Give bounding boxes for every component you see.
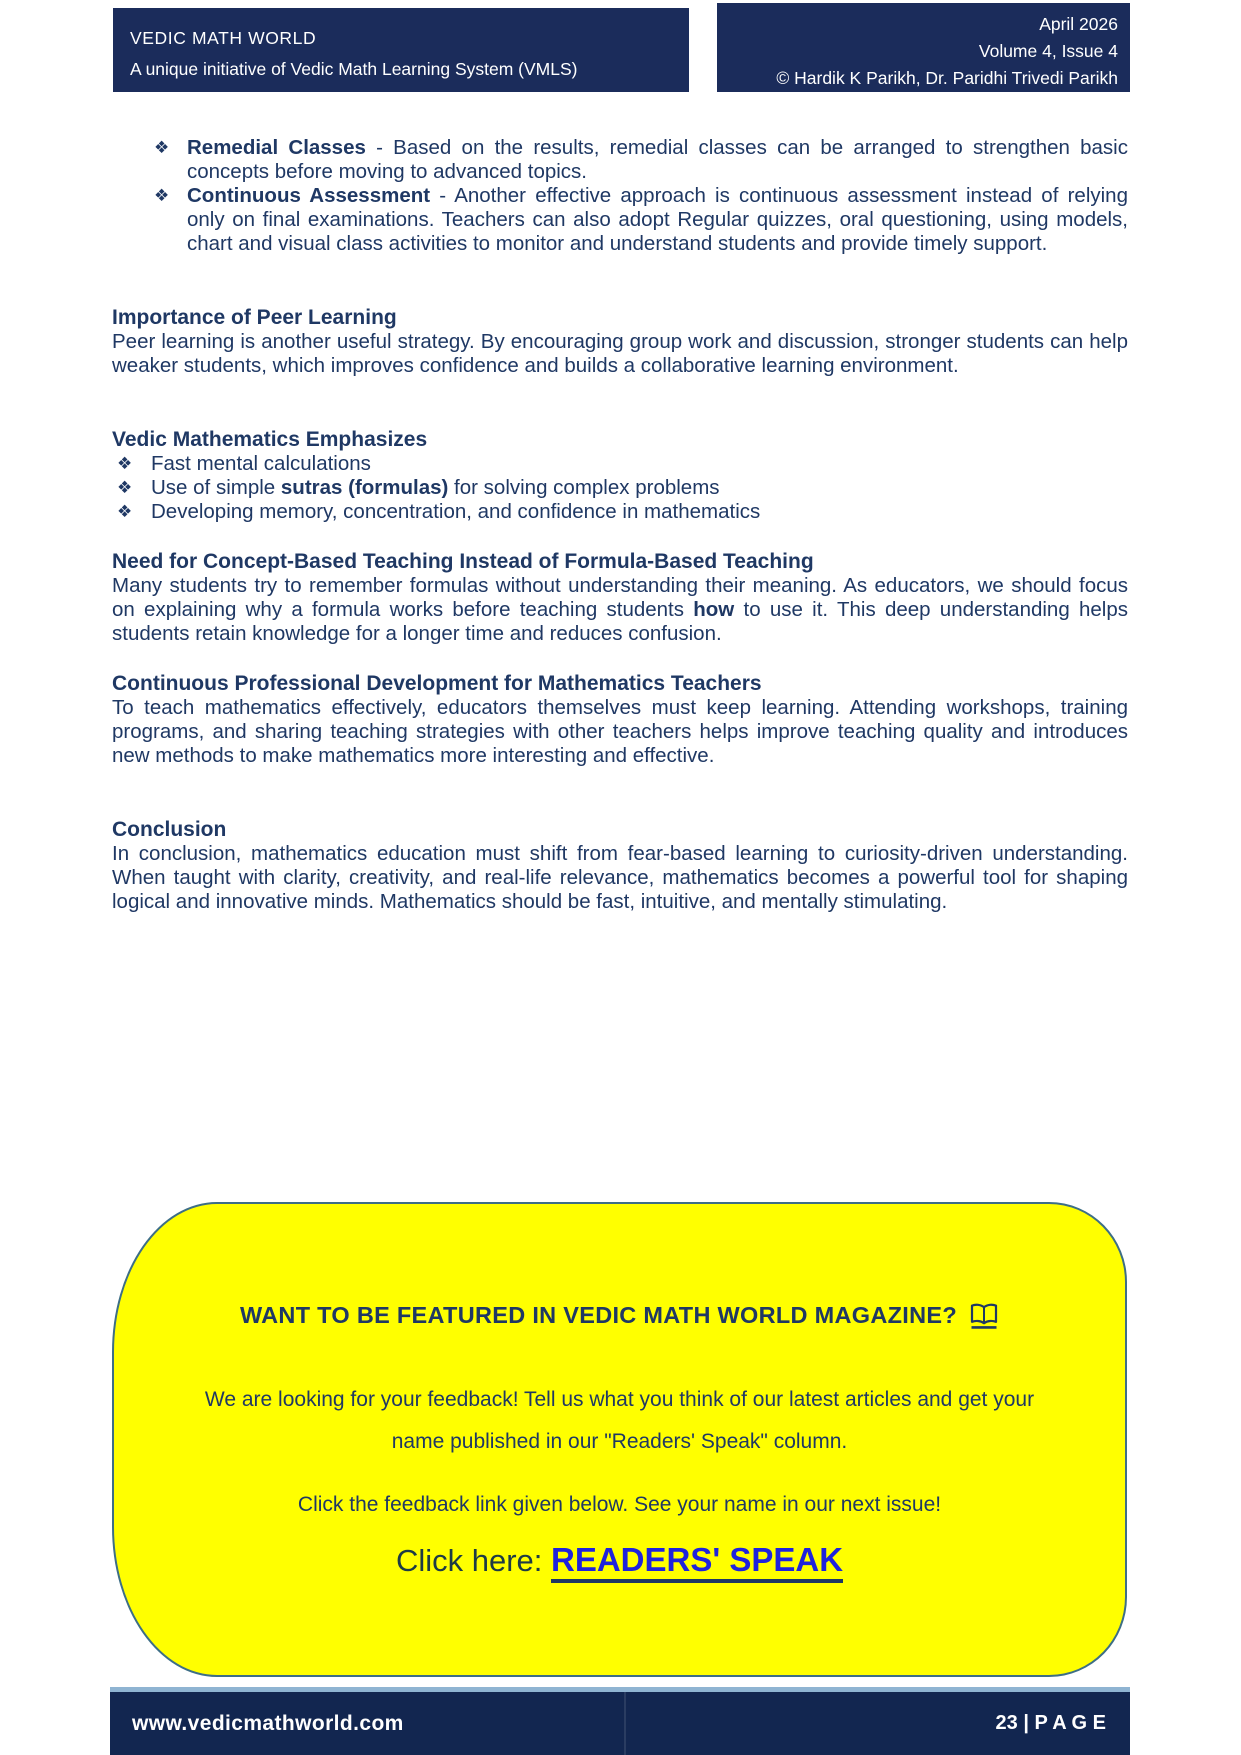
section-paragraph: In conclusion, mathematics education must shift from fear-based learning to curiosity-driven understanding. When taught with clarity, creativity, and real-life relevance, mathematics becomes a powerful tool for shaping logical and innovative minds. Mathematics should be fast, intuitive, and mentally stimulating. [112,842,1128,913]
diamond-bullet-icon: ❖ [154,138,170,158]
feedback-box-title-row [114,1302,1125,1329]
bullet-lead: Continuous Assessment [187,184,431,207]
feedback-instruction: Click the feedback link given below. See your name in our next issue! [297,1493,942,1516]
section-assessment-bullets [112,136,1128,306]
masthead [113,8,1130,92]
magazine-title: VEDIC MATH WORLD [130,28,317,48]
list-item [112,184,1128,256]
section-paragraph: Peer learning is another useful strategy. By encouraging group work and discussion, stronger students can help weaker students, which improves confidence and builds a collaborative learning environment. [112,330,1128,377]
masthead-right [717,3,1130,92]
section-heading: Vedic Mathematics Emphasizes [112,428,428,451]
readers-speak-link[interactable]: READERS' SPEAK [551,1541,843,1583]
cta-line [114,1541,1125,1579]
cta-prefix: Click here: [395,1543,551,1578]
bullet-lead: Remedial Classes [187,136,366,159]
open-book-icon [969,1302,999,1329]
page-footer [110,1687,1130,1755]
feedback-box [112,1202,1127,1677]
section-peer-learning [112,306,1128,428]
diamond-bullet-icon: ❖ [154,186,170,206]
section-heading: Continuous Professional Development for Mathematics Teachers [112,672,762,695]
list-item: ❖ Fast mental calculations [112,452,1128,476]
feedback-box-title: WANT TO BE FEATURED IN VEDIC MATH WORLD MAGAZINE? [239,1302,958,1328]
diamond-bullet-icon: ❖ [117,454,133,474]
website-link[interactable]: www.vedicmathworld.com [132,1711,404,1735]
section-paragraph: To teach mathematics effectively, educators themselves must keep learning. Attending workshops, training programs, and sharing teaching strategies with other teachers helps improve teaching quality and introduces new methods to make mathematics more interesting and effective. [112,696,1128,767]
diamond-bullet-icon: ❖ [117,502,133,522]
issue-date: April 2026 [1039,14,1118,34]
diamond-bullet-icon: ❖ [117,478,133,498]
issue-volume: Volume 4, Issue 4 [978,41,1118,61]
section-heading: Need for Concept-Based Teaching Instead of Formula-Based Teaching [112,550,814,573]
section-vedic-emphasizes [112,428,1128,550]
copyright-line: © Hardik K Parikh, Dr. Paridhi Trivedi Parikh [776,68,1118,88]
section-concept-teaching [112,550,1128,672]
section-paragraph: Many students try to remember formulas without understanding their meaning. As educators, we should focus on explaining why a formula works before teaching students how to use it. This deep understanding helps students retain knowledge for a longer time and reduces confusion. [112,574,1128,645]
masthead-gap [689,8,717,92]
list-item: ❖ Developing memory, concentration, and confidence in mathematics [112,500,1128,524]
list-item: ❖ Use of simple sutras (formulas) for solving complex problems [112,476,1128,500]
section-professional-development [112,672,1128,818]
bullet-text: - Based on the results, remedial classes can be arranged to strengthen basic concepts before moving to advanced topics. [187,136,1128,183]
footer-divider [624,1692,626,1755]
magazine-subtitle: A unique initiative of Vedic Math Learning System (VMLS) [130,59,578,79]
masthead-left [113,8,689,92]
article-body [112,92,1128,914]
page-number: 23 | P A G E [995,1712,1106,1734]
section-heading: Conclusion [112,818,227,841]
bullet-text: - Another effective approach is continuous assessment instead of relying only on final examinations. Teachers can also adopt Regular quizzes, oral questioning, using models, chart and visual class activities to monitor and understand students and provide timely support. [187,184,1128,255]
section-conclusion [112,818,1128,914]
feedback-paragraph: We are looking for your feedback! Tell us what you think of our latest articles and get your name published in our "Readers' Speak" column. [204,1388,1035,1453]
list-item [112,136,1128,184]
section-heading: Importance of Peer Learning [112,306,397,329]
